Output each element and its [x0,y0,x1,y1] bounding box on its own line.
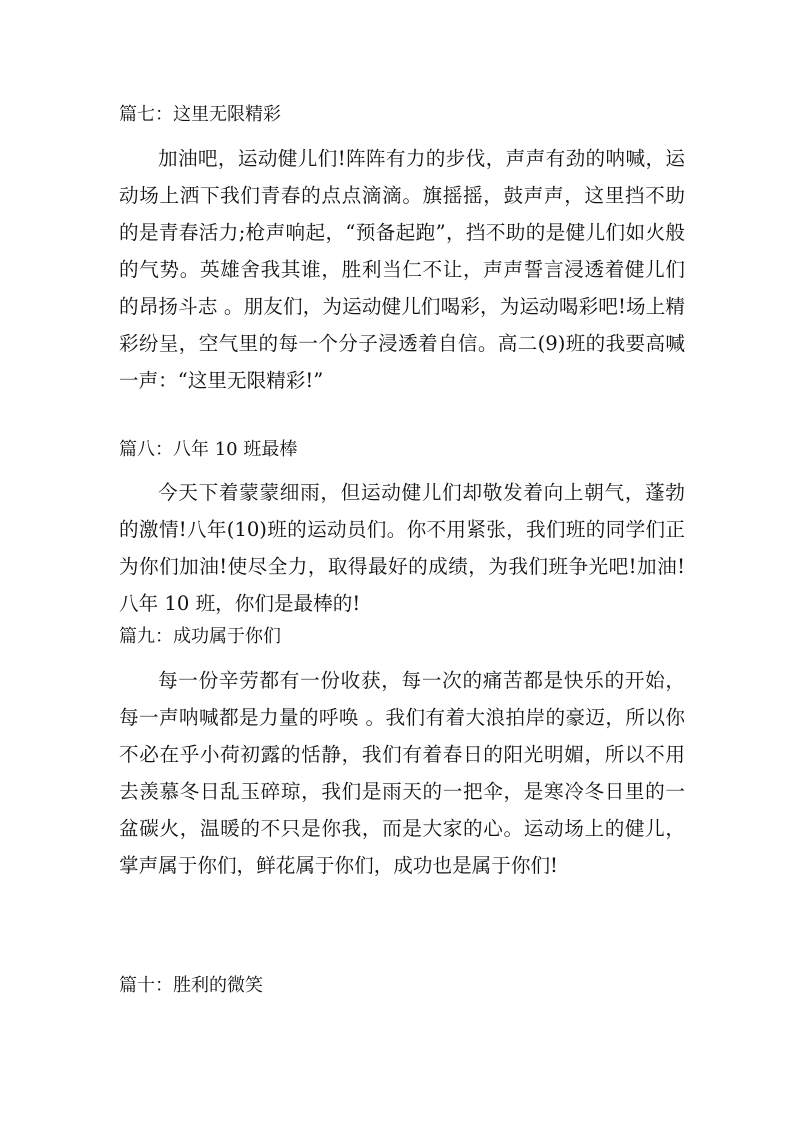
section-body-7: 加油吧，运动健儿们!阵阵有力的步伐，声声有劲的呐喊，运动场上洒下我们青春的点点滴滴。旗摇摇，鼓声声，这里挡不助的是青春活力;枪声响起，“预备起跑”，挡不助的是健儿们如火般的气势。英雄舍我其谁，胜利当仁不让，声声誓言浸透着健儿们的昂扬斗志 。朋友们，为运动健儿们喝彩，为运动喝彩吧!场上精彩纷呈，空气里的每一个分子浸透着自信。高二(9)班的我要高喊一声：“这里无限精彩!” [119,147,685,392]
section-heading-8: 篇八：八年 10 班最棒 [119,439,298,460]
section-heading-10: 篇十：胜利的微笑 [119,975,263,996]
section-heading-7: 篇七：这里无限精彩 [119,104,281,125]
section-heading-9: 篇九：成功属于你们 [119,626,281,647]
section-body-9: 每一份辛劳都有一份收获，每一次的痛苦都是快乐的开始，每一声呐喊都是力量的呼唤 。我们有着大浪拍岸的豪迈，所以你不必在乎小荷初露的恬静，我们有着春日的阳光明媚，所以不用去羡慕冬日乱玉碎琼，我们是雨天的一把伞，是寒冷冬日里的一盆碳火，温暖的不只是你我，而是大家的心。运动场上的健儿，掌声属于你们，鲜花属于你们，成功也是属于你们! [119,669,685,877]
section-body-8: 今天下着蒙蒙细雨，但运动健儿们却敬发着向上朝气，蓬勃的激情!八年(10)班的运动员们。你不用紧张，我们班的同学们正为你们加油!使尽全力，取得最好的成绩，为我们班争光吧!加油!八年 10 班，你们是最棒的! [119,481,685,615]
